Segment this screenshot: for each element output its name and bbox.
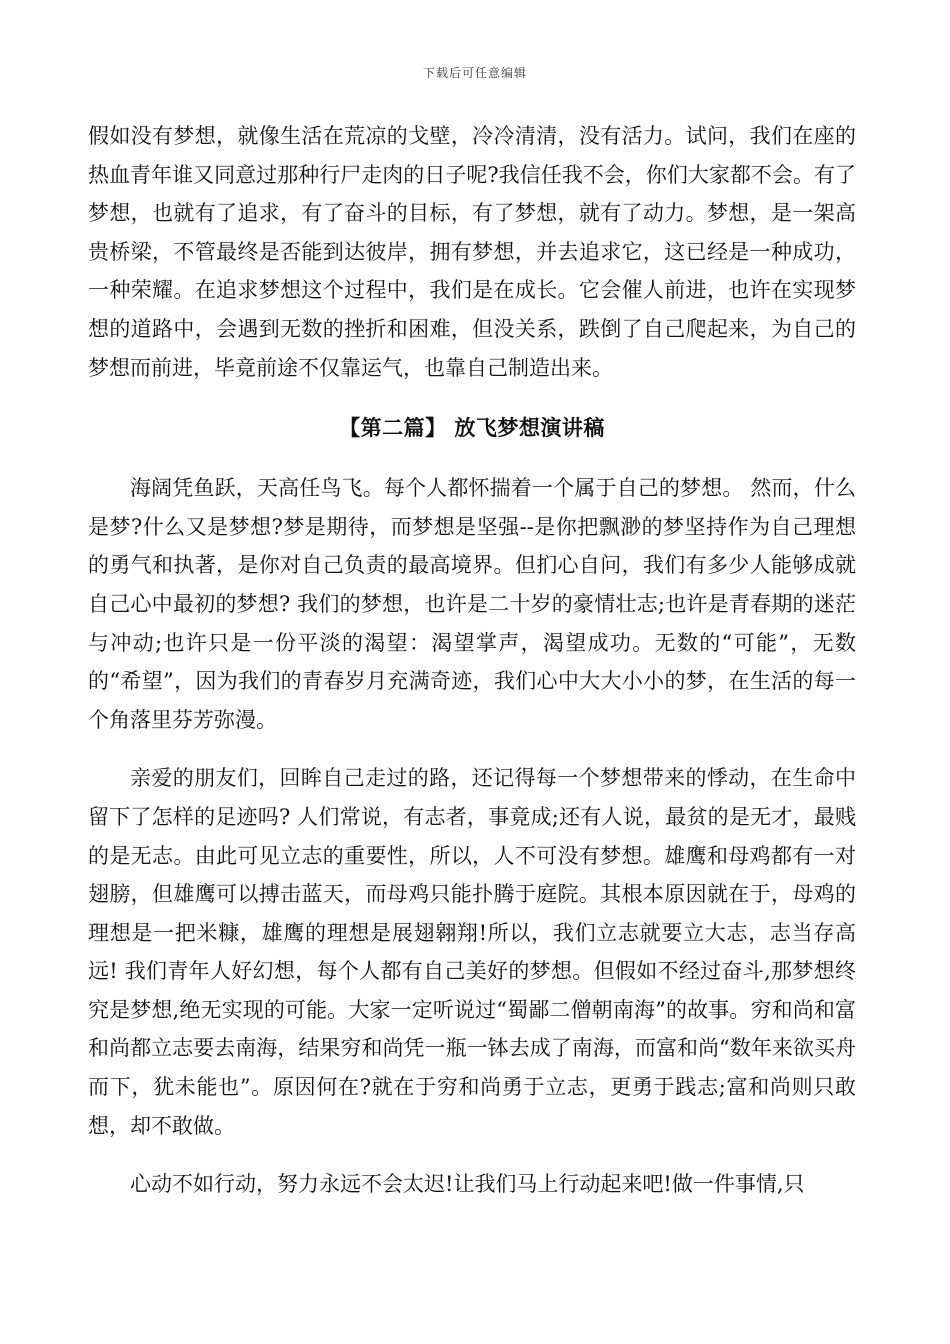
paragraph-intro: 假如没有梦想，就像生活在荒凉的戈壁，冷冷清清，没有活力。试问，我们在座的热血青年谁又同意过那种行尸走肉的日子呢?我信任我不会，你们大家都不会。有了梦想，也就有了追求，有了奋斗的目标，有了梦想，就有了动力。梦想，是一架高贵桥梁，不管最终是否能到达彼岸，拥有梦想，并去追求它，这已经是一种成功，一种荣耀。在追求梦想这个过程中，我们是在成长。它会催人前进，也许在实现梦想的道路中，会遇到无数的挫折和困难，但没关系，跌倒了自己爬起来，为自己的梦想而前进，毕竟前途不仅靠运气，也靠自己制造出来。 [88,124,856,380]
header-note: 下载后可任意编辑 [422,66,527,80]
document-body [88,117,856,1204]
section-title: 【第二篇】 放飞梦想演讲稿 [339,415,605,441]
paragraph-2: 亲爱的朋友们，回眸自己走过的路，还记得每一个梦想带来的悸动，在生命中留下了怎样的足迹吗? 人们常说，有志者，事竟成;还有人说，最贫的是无才，最贱的是无志。由此可见立志的重要性，所以，人不可没有梦想。雄鹰和母鸡都有一对翅膀，但雄鹰可以搏击蓝天，而母鸡只能扑腾于庭院。其根本原因就在于，母鸡的理想是一把米糠，雄鹰的理想是展翅翱翔!所以，我们立志就要立大志，志当存高远! 我们青年人好幻想，每个人都有自己美好的梦想。但假如不经过奋斗,那梦想终究是梦想,绝无实现的可能。大家一定听说过“蜀鄙二僧朝南海”的故事。穷和尚和富和尚都立志要去南海，结果穷和尚凭一瓶一钵去成了南海，而富和尚“数年来欲买舟而下，犹未能也”。原因何在?就在于穷和尚勇于立志，更勇于践志;富和尚则只敢想，却不敢做。 [88,766,856,1138]
paragraph-1: 海阔凭鱼跃，天高任鸟飞。每个人都怀揣着一个属于自己的梦想。 然而，什么是梦?什么又是梦想?梦是期待，而梦想是坚强--是你把飘渺的梦坚持作为自己理想的勇气和执著，是你对自己负责的最高境界。但扪心自问，我们有多少人能够成就自己心中最初的梦想? 我们的梦想，也许是二十岁的豪情壮志;也许是青春期的迷茫与冲动;也许只是一份平淡的渴望：渴望掌声，渴望成功。无数的“可能”，无数的“希望”，因为我们的青春岁月充满奇迹，我们心中大大小小的梦，在生活的每一个角落里芬芳弥漫。 [88,476,856,732]
paragraph-3: 心动不如行动，努力永远不会太迟!让我们马上行动起来吧!做一件事情,只 [130,1172,805,1197]
